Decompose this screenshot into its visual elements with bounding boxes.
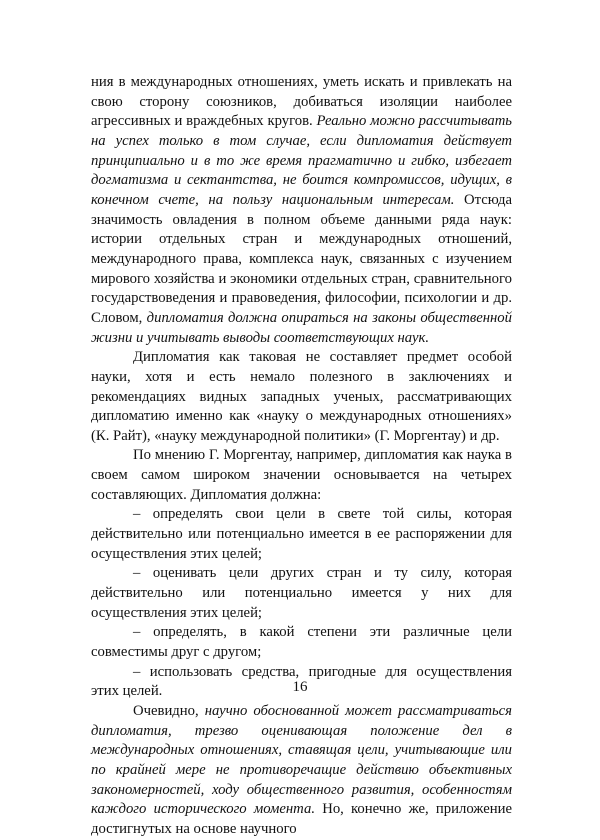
italic-text-run: дипломатия должна опираться на законы общественной жизни и учитывать выводы соответствующих наук.	[91, 309, 512, 346]
page-number: 16	[292, 679, 308, 695]
text-run: Очевидно,	[133, 703, 205, 719]
paragraph	[91, 702, 512, 840]
italic-text-run: научно обоснованной может рассматриваться дипломатия, трезво оценивающая положение дел в международных отношениях, ставящая цели, учитывающие или по крайней мере не противоречащие действию объективных закономерностей, ходу общественного развития, особенностям каждого исторического момента.	[91, 703, 512, 818]
paragraph	[91, 446, 512, 505]
paragraph	[91, 348, 512, 446]
paragraph	[91, 564, 512, 623]
body-text	[91, 73, 512, 840]
text-run: – определять, в какой степени эти различные цели совместимы друг с другом;	[91, 624, 512, 661]
paragraph	[91, 623, 512, 662]
text-run: ния в международных отношениях, уметь искать и привлекать на свою сторону союзников, добиваться изоляции наиболее агрессивных и враждебных кругов.	[91, 74, 512, 130]
text-run: По мнению Г. Моргентау, например, дипломатия как наука в своем самом широком значении основывается на четырех составляющих. Дипломатия должна:	[91, 447, 512, 503]
text-run: – использовать средства, пригодные для осуществления этих целей.	[91, 663, 512, 700]
text-run: – оценивать цели других стран и ту силу, которая действительно или потенциально имеется у них для осуществления этих целей;	[91, 565, 512, 621]
text-run: Отсюда значимость овладения в полном объеме данными ряда наук: истории отдельных стран и международных отношений, международного права, комплекса наук, связанных с изучением мирового хозяйства и экономики отдельных стран, сравнительного государствоведения и правоведения, философии, психологии и др. Словом,	[91, 191, 512, 326]
text-run: Дипломатия как таковая не составляет предмет особой науки, хотя и есть немало полезного в заключениях и рекомендациях видных западных ученых, рассматривающих дипломатию именно как «науку о международных отношениях» (К. Райт), «науку международной политики» (Г. Моргентау) и др.	[91, 349, 512, 444]
paragraph	[91, 505, 512, 564]
text-run: Но, конечно же, приложение достигнутых на основе научного	[91, 801, 513, 837]
italic-text-run: Реально можно рассчитывать на успех только в том случае, если дипломатия действует принципиально и в то же время прагматично и гибко, избегает догматизма и сектантства, не боится компромиссов, идущих, в конечном счете, на пользу национальным интересам.	[91, 113, 512, 208]
text-run: – определять свои цели в свете той силы, которая действительно или потенциально имеется в ее распоряжении для осуществления этих целей;	[91, 506, 512, 562]
paragraph	[91, 73, 512, 348]
